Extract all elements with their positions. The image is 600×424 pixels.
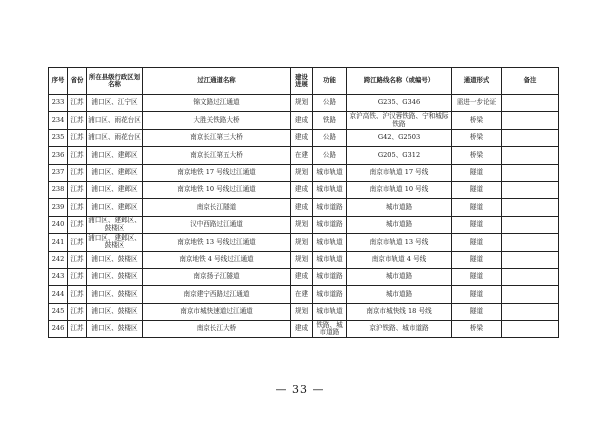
table-cell: 江苏 [68,147,87,164]
table-cell: 公路 [313,147,347,164]
table-cell: 南京地铁 17 号线过江通道 [143,164,291,181]
table-cell: 237 [49,164,68,181]
table-cell [502,147,559,164]
table-cell: 江苏 [68,268,87,285]
table-cell: 隧道 [452,216,502,233]
table-cell: 浦口区、鼓楼区 [87,268,143,285]
table-cell [502,129,559,146]
table-cell: 浦口区、建邺区 [87,147,143,164]
header-cell: 跨江路线名称（或编号） [347,68,452,95]
table-cell: 浦口区、建邺区 [87,164,143,181]
table-cell: 241 [49,234,68,251]
table-cell: 隧道 [452,234,502,251]
table-cell: 铁路、城市道路 [313,321,347,338]
table-row [49,181,559,198]
table-cell: 城市轨道 [313,234,347,251]
table-cell: 南京长江大桥 [143,321,291,338]
table-cell: 城市道路 [347,286,452,303]
table-cell: 规划 [291,251,313,268]
table-cell: 浦口区、建邺区 [87,181,143,198]
table-cell [502,286,559,303]
table-cell: 建成 [291,181,313,198]
table-cell: 南京市城快速道过江通道 [143,303,291,320]
table-cell: 浦口区、雨花台区 [87,129,143,146]
table-cell: 江苏 [68,164,87,181]
table-cell: 246 [49,321,68,338]
header-cell: 序号 [49,68,68,95]
table-cell: 南京建宁西路过江通道 [143,286,291,303]
table-cell: 江苏 [68,181,87,198]
table-cell: 浦口区、建邺区、鼓楼区 [88,216,141,232]
table-row [49,268,559,285]
table-cell: 江苏 [68,251,87,268]
table-cell: 江苏 [68,199,87,216]
table-cell: 隧道 [452,199,502,216]
table-row [49,303,559,320]
table-cell [502,181,559,198]
table-cell: 江苏 [68,95,87,112]
table-cell: 南京地铁 13 号线过江通道 [143,234,291,251]
table-cell: 南京市城快线 18 号线 [347,303,452,320]
table-cell: 南京市轨道 13 号线 [347,234,452,251]
table-cell: 浦口区、江宁区 [87,95,143,112]
table-cell: 大胜关铁路大桥 [143,112,291,129]
table-row [49,95,559,112]
table-cell: 236 [49,147,68,164]
table-cell: 浦口区、鼓楼区 [87,251,143,268]
table-cell: 建成 [291,321,313,338]
table-cell: 江苏 [68,129,87,146]
table-cell: 南京长江隧道 [143,199,291,216]
table-cell [502,112,559,129]
table-cell: G205、G312 [347,147,452,164]
table-cell: 规划 [291,164,313,181]
table-cell: 铁路 [313,112,347,129]
table-cell: 244 [49,286,68,303]
table-cell: 城市道路 [313,199,347,216]
table-row [49,216,559,233]
table-cell: 建成 [291,112,313,129]
table-cell: 隧道 [452,181,502,198]
table-row [49,199,559,216]
table-cell: 江苏 [68,303,87,320]
table-cell: 南京长江第三大桥 [143,129,291,146]
table-cell: 需进一步论证 [452,95,502,112]
table-cell: 城市道路 [347,199,452,216]
table-cell: 239 [49,199,68,216]
crossing-table [48,67,559,338]
table-row [49,147,559,164]
table-cell: 江苏 [68,234,87,251]
table-cell: 城市道路 [347,268,452,285]
table-cell: 240 [49,216,68,233]
table-row [49,286,559,303]
header-cell: 所在县级行政区划名称 [87,68,143,95]
table-cell: 浦口区、鼓楼区 [87,286,143,303]
table-cell: 在建 [291,286,313,303]
table-row [49,129,559,146]
table-cell [502,268,559,285]
table-cell: 城市道路 [313,268,347,285]
table-cell: 汉中西路过江通道 [143,216,291,233]
table-cell: 城市道路 [313,286,347,303]
table-cell [502,199,559,216]
table-cell: 242 [49,251,68,268]
table-body [49,95,559,338]
table-cell: 京沪高铁、沪汉蓉铁路、宁和城际铁路 [347,112,452,129]
table-cell: 南京地铁 4 号线过江通道 [143,251,291,268]
table-cell: 隧道 [452,286,502,303]
table-cell: 南京长江第五大桥 [143,147,291,164]
table-cell: 浦口区、雨花台区 [87,112,143,129]
table-cell: 隧道 [452,268,502,285]
header-cell: 省份 [68,68,87,95]
table-cell: 隧道 [452,164,502,181]
table-cell: 规划 [291,216,313,233]
header-cell: 功能 [313,68,347,95]
table-cell: 城市轨道 [313,181,347,198]
table-cell: G235、G346 [347,95,452,112]
table-cell: G42、G2503 [347,129,452,146]
table-cell: 锦文路过江通道 [143,95,291,112]
table-cell [502,303,559,320]
table-cell: 江苏 [68,321,87,338]
table-cell: 规划 [291,95,313,112]
table-cell: 南京市轨道 17 号线 [347,164,452,181]
table-cell: 京沪铁路、城市道路 [347,321,452,338]
table-cell: 城市道路 [347,216,452,233]
table-cell [502,234,559,251]
table-cell: 隧道 [452,251,502,268]
table-cell [502,95,559,112]
table-cell: 南京地铁 10 号线过江通道 [143,181,291,198]
table-cell: 桥梁 [452,129,502,146]
table-cell: 城市轨道 [313,303,347,320]
table-row [49,112,559,129]
table-cell: 江苏 [68,286,87,303]
table-header-row [49,68,559,95]
table-cell: 城市轨道 [313,164,347,181]
table-cell: 南京扬子江隧道 [143,268,291,285]
table-cell: 桥梁 [452,147,502,164]
table-cell: 公路 [313,129,347,146]
table-cell: 建成 [291,129,313,146]
table-cell [502,321,559,338]
table-row [49,251,559,268]
table-row [49,234,559,251]
table-cell: 规划 [291,303,313,320]
table-cell: 南京市轨道 10 号线 [347,181,452,198]
table-cell: 234 [49,112,68,129]
table-cell: 建成 [291,199,313,216]
table-cell: 浦口区、鼓楼区 [87,303,143,320]
table-cell: 浦口区、建邺区 [87,199,143,216]
table-cell: 江苏 [68,112,87,129]
table-cell: 城市轨道 [313,251,347,268]
table-cell: 江苏 [68,216,87,233]
table-cell [502,216,559,233]
header-cell: 通道形式 [452,68,502,95]
table-cell: 245 [49,303,68,320]
table-cell: 建成 [291,268,313,285]
table-cell: 公路 [313,95,347,112]
header-cell: 过江通道名称 [143,68,291,95]
table-cell: 浦口区、鼓楼区 [87,321,143,338]
table-cell: 243 [49,268,68,285]
table-cell: 238 [49,181,68,198]
table-cell: 规划 [291,234,313,251]
table-cell: 城市道路 [313,216,347,233]
table-cell: 235 [49,129,68,146]
table-row [49,321,559,338]
table-cell: 在建 [291,147,313,164]
header-cell: 建设进展 [291,68,313,95]
table-cell: 浦口区、建邺区、鼓楼区 [88,233,141,250]
table-cell: 隧道 [452,303,502,320]
table-cell: 桥梁 [452,321,502,338]
table-cell [502,164,559,181]
table-cell [502,251,559,268]
table-cell: 桥梁 [452,112,502,129]
table-row [49,164,559,181]
page-number: — 33 — [275,383,325,396]
table-cell: 南京市轨道 4 号线 [347,251,452,268]
table-cell: 233 [49,95,68,112]
header-cell: 备注 [502,68,559,95]
